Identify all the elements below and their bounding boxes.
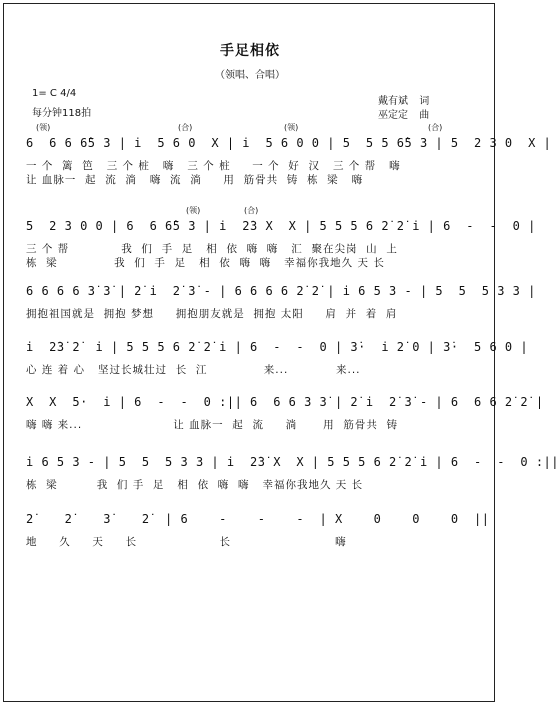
part-mark: (合)	[244, 206, 259, 215]
notation-row: X X 5· i | 6 - - 0 :|| 6 6 6 3 3̇ | 2̇ i 2̇ 3̇ - | 6 6 6 2̇ 2̇ |	[26, 395, 544, 409]
composer-role: 曲	[419, 110, 430, 121]
part-marks	[26, 381, 476, 393]
tempo-marking: 每分钟118拍	[32, 108, 92, 119]
lyric-row: 地 久 天 长 长 嗨	[26, 536, 347, 548]
part-marks	[26, 498, 476, 510]
part-marks	[26, 441, 476, 453]
lyric-row: 一 个 篱 笆 三 个 桩 嗨 三 个 桩 一 个 好 汉 三 个 帮 嗨	[26, 160, 401, 172]
notation-row: i 6 5 3 - | 5 5 5 3 3 | i 2̇3̇ X X | 5 5 5 6 2̇ 2̇ i | 6 - - 0 :||	[26, 455, 559, 469]
lyric-row: 让 血脉一 起 流 淌 嗨 流 淌 用 筋骨共 铸 栋 梁 嗨	[26, 174, 364, 186]
part-marks	[26, 326, 476, 338]
lyric-row: 嗨 嗨 来... 让 血脉一 起 流 淌 用 筋骨共 铸	[26, 419, 399, 431]
part-mark: (领)	[36, 123, 51, 132]
song-subtitle: （领唱、合唱）	[215, 70, 285, 81]
part-mark: (合)	[178, 123, 193, 132]
composer-credit	[378, 106, 429, 121]
lyric-row: 心 连 着 心 坚过长城壮过 长 江 来... 来...	[26, 364, 361, 376]
notation-row: 6 6 6 6 3̇ 3̇ | 2̇ i 2̇ 3̇ - | 6 6 6 6 2̇ 2̇ | i 6 5 3 - | 5 5 5 3 3 |	[26, 284, 536, 298]
part-mark: (领)	[284, 123, 299, 132]
lyricist-name: 戴有斌	[378, 96, 408, 107]
composer-name: 巫定定	[378, 110, 408, 121]
notation-row: i 2̇3̇ 2̇ i | 5 5 5 6 2̇ 2̇ i | 6 - - 0 | 3̇· i 2̇ 0 | 3̇· 5 6 0 |	[26, 340, 529, 354]
lyric-row: 栋 梁 我 们 手 足 相 依 嗨 嗨 幸福你我地久 天 长	[26, 479, 364, 491]
part-marks	[26, 270, 476, 282]
key-signature: 1= C 4/4	[32, 88, 77, 99]
lyricist-credit	[378, 92, 429, 107]
part-mark: (合)	[428, 123, 443, 132]
song-title: 手足相依	[220, 43, 280, 59]
notation-row: 2̇ 2̇ 3̇ 2̇ | 6 - - - | X 0 0 0 ||	[26, 512, 490, 526]
lyric-row: 三 个 帮 我 们 手 足 相 依 嗨 嗨 汇 聚在尖岗 山 上	[26, 243, 398, 255]
lyricist-role: 词	[419, 96, 430, 107]
lyric-row: 栋 梁 我 们 手 足 相 依 嗨 嗨 幸福你我地久 天 长	[26, 257, 385, 269]
notation-row: 6 6 6 6̂5 3 | i 5 6 0 X | i 5 6 0 0 | 5 5 5 6̂5 3 | 5 2 3 0 X |	[26, 136, 552, 150]
part-mark: (领)	[186, 206, 201, 215]
lyric-row: 拥抱祖国就是 拥抱 梦想 拥抱朋友就是 拥抱 太阳 肩 并 着 肩	[26, 308, 398, 320]
part-marks	[26, 205, 476, 217]
notation-row: 5 2 3 0 0 | 6 6 6̂5 3 | i 2̇3 X X | 5 5 5 6 2̇ 2̇ i | 6 - - 0 |	[26, 219, 536, 233]
part-marks	[26, 122, 476, 134]
